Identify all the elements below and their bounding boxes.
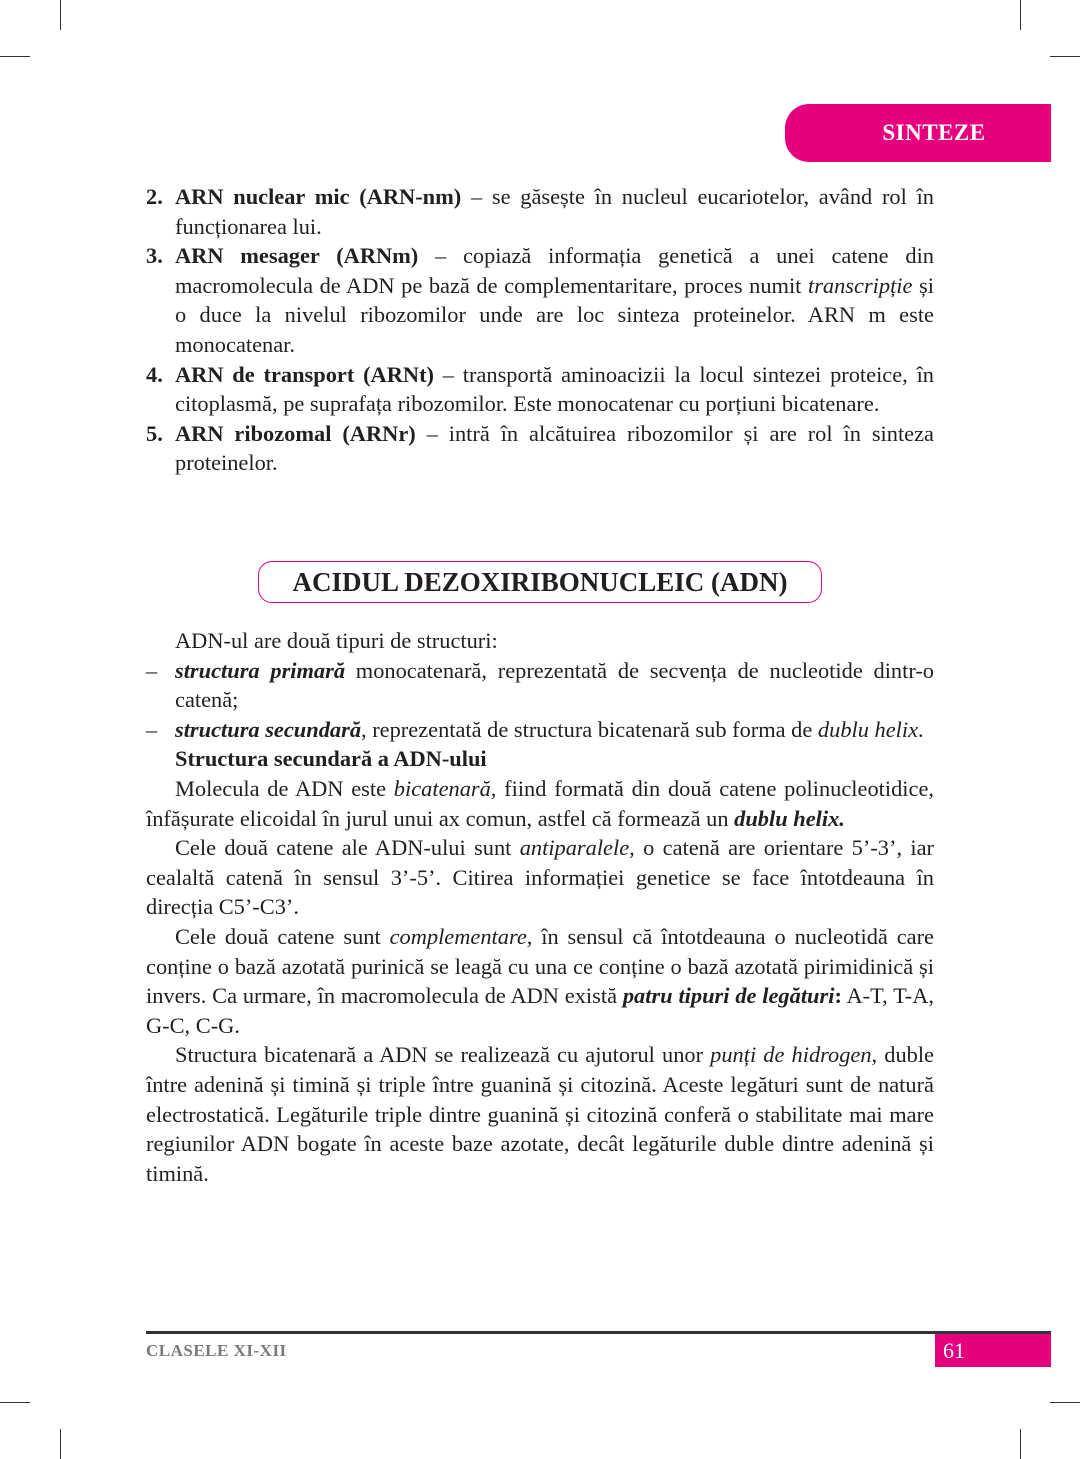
item-term: ARN nuclear mic (ARN-nm) xyxy=(175,184,462,209)
term: structura primară xyxy=(175,657,346,683)
crop-mark xyxy=(0,1402,30,1403)
list-item xyxy=(146,360,934,419)
footer-label: CLASELE XI-XII xyxy=(146,1341,287,1360)
text: o catenă are orientare 5’-3’, iar cealaltă catenă în sensul 3’-5’. Citirea informației genetice se face întotdeauna în direcția C5’-C3’. xyxy=(146,835,934,920)
footer-rule xyxy=(146,1331,1051,1334)
text: Molecula de ADN este xyxy=(175,775,394,801)
item-number: 2. xyxy=(146,184,163,209)
chapter-tab: SINTEZE xyxy=(785,104,1051,162)
crop-mark xyxy=(0,56,30,57)
term: structura secundară xyxy=(175,716,362,742)
item-text: – copiază informația genetică a unei catene din macromolecula de ADN pe bază de complementaritare, proces numit xyxy=(175,243,934,298)
text: monocatenară, reprezentată de secvența de nucleotide dintr-o catenă; xyxy=(175,657,935,713)
arn-types-list xyxy=(146,182,934,478)
text: . xyxy=(918,716,924,742)
crop-mark xyxy=(1050,56,1080,57)
subheading: Structura secundară a ADN-ului xyxy=(175,746,487,772)
item-text: – intră în alcătuirea ribozomilor și are rol în sinteza proteinelor. xyxy=(175,420,934,476)
item-term: ARN de transport (ARNt) xyxy=(175,361,434,387)
colon: : xyxy=(834,983,842,1009)
crop-mark xyxy=(1050,1402,1080,1403)
text: Cele două catene ale ADN-ului sunt xyxy=(175,835,520,861)
item-number: 3. xyxy=(146,243,163,269)
term: patru tipuri de legături xyxy=(622,983,835,1009)
item-number: 5. xyxy=(146,420,163,446)
text: Structura bicatenară a ADN se realizează cu ajutorul unor xyxy=(175,1042,711,1068)
dash: – xyxy=(146,716,158,742)
dash-item xyxy=(146,656,934,715)
italic: punți de hidrogen xyxy=(710,1042,872,1068)
item-term: ARN mesager (ARNm) xyxy=(175,243,419,269)
item-text: – se găsește în nucleul eucariotelor, având rol în funcționarea lui. xyxy=(175,184,934,239)
page-number: 61 xyxy=(935,1334,1051,1367)
crop-mark xyxy=(60,0,61,30)
text: Cele două catene sunt xyxy=(175,923,390,949)
list-item xyxy=(146,419,934,478)
term: dublu helix. xyxy=(734,805,845,831)
section-title: ACIDUL DEZOXIRIBONUCLEIC (ADN) xyxy=(258,561,822,603)
paragraph xyxy=(146,922,934,1040)
dash-item xyxy=(146,715,934,745)
paragraph xyxy=(146,1040,934,1188)
item-italic: transcripție xyxy=(807,272,913,298)
item-text: și o duce la nivelul ribozomilor unde are loc sinteza proteinelor. ARN m este monocatenar. xyxy=(175,272,934,357)
text: A-T, T-A, G-C, C-G. xyxy=(146,983,935,1038)
text: în sensul că întotdeauna o nucleotidă care conține o bază azotată purinică se leagă cu una ce conține o bază azotată pirimidinică și invers. Ca urmare, în macromolecula de ADN există xyxy=(146,923,934,1009)
list-item xyxy=(146,241,934,359)
italic: bicatenară, xyxy=(393,775,497,801)
paragraph xyxy=(146,833,934,922)
text: , duble între adenină și timină și triple între guanină și citozină. Aceste legături sunt de natură electrostatică. Legăturile triple dintre guanină și citozină conferă o stabilitate mai mare regiunilor ADN bogate în aceste baze azotate, decât legăturile duble dintre adenină și timină. xyxy=(146,1042,934,1186)
italic: complementare, xyxy=(389,923,533,949)
adn-body xyxy=(146,626,934,1188)
crop-mark xyxy=(1020,0,1021,30)
dash: – xyxy=(146,657,158,683)
italic: dublu helix xyxy=(817,716,919,742)
crop-mark xyxy=(1020,1429,1021,1459)
italic: antiparalele, xyxy=(519,835,635,861)
item-number: 4. xyxy=(146,361,163,387)
paragraph xyxy=(146,774,934,833)
item-text: – transportă aminoacizii la locul sintezei proteice, în citoplasmă, pe suprafața ribozomilor. Este monocatenar cu porțiuni bicatenare. xyxy=(175,361,934,417)
item-term: ARN ribozomal (ARNr) xyxy=(175,420,416,446)
text: fiind formată din două catene polinucleotidice, înfășurate elicoidal în jurul unui ax comun, astfel că formează un xyxy=(146,775,934,831)
text: , reprezentată de structura bicatenară sub forma de xyxy=(361,716,818,742)
list-item xyxy=(146,182,934,241)
intro: ADN-ul are două tipuri de structuri: xyxy=(175,628,498,653)
crop-mark xyxy=(60,1429,61,1459)
